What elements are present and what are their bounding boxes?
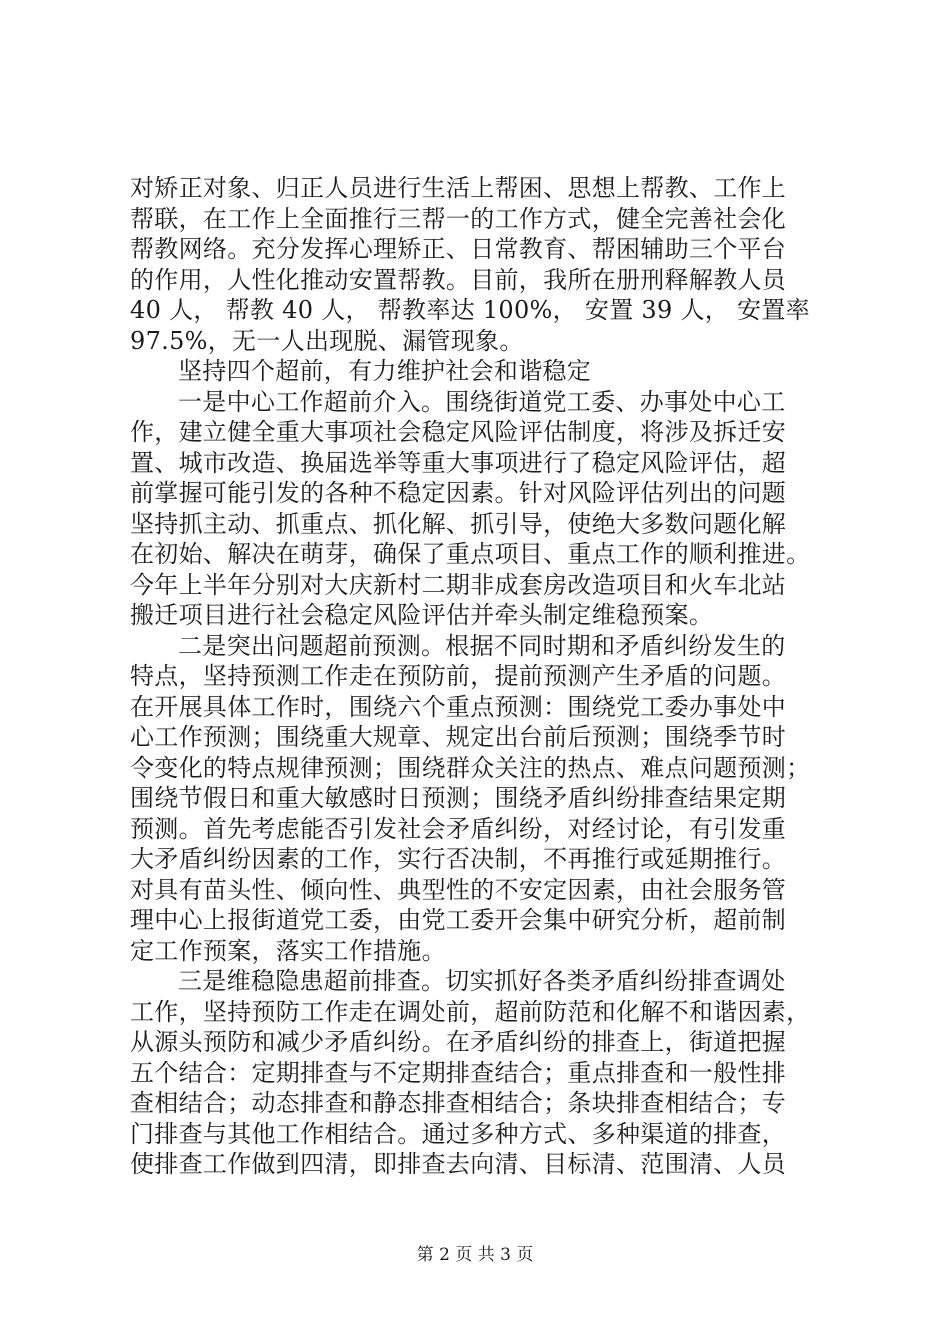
text-line: 作，建立健全重大事项社会稳定风险评估制度，将涉及拆迁安 xyxy=(130,418,787,446)
text-line: 97.5%，无一人出现脱、漏管现象。 xyxy=(130,326,524,355)
page-footer: 第 2 页 共 3 页 xyxy=(416,1245,534,1265)
text-line: 今年上半年分别对大庆新村二期非成套房改造项目和火车北站 xyxy=(130,570,787,599)
text-line: 大矛盾纠纷因素的工作，实行否决制，不再推行或延期推行。 xyxy=(130,845,787,873)
text-line: 心工作预测；围绕重大规章、规定出台前后预测；围绕季节时 xyxy=(130,723,787,751)
text-line: 在开展具体工作时，围绕六个重点预测：围绕党工委办事处中 xyxy=(130,692,787,721)
text-line: 搬迁项目进行社会稳定风险评估并牵头制定维稳预案。 xyxy=(130,601,714,629)
text-line: 前掌握可能引发的各种不稳定因素。针对风险评估列出的问题 xyxy=(130,479,787,507)
text-line: 的作用，人性化推动安置帮教。目前，我所在册刑释解教人员 xyxy=(130,265,787,294)
text-line: 对具有苗头性、倾向性、典型性的不安定因素，由社会服务管 xyxy=(130,875,787,904)
text-line: 从源头预防和减少矛盾纠纷。在矛盾纠纷的排查上，街道把握 xyxy=(130,1028,787,1056)
text-line: 置、城市改造、换届选举等重大事项进行了稳定风险评估，超 xyxy=(130,448,787,477)
text-line: 使排查工作做到四清，即排查去向清、目标清、范围清、人员 xyxy=(130,1150,787,1178)
paragraph-start-line: 一是中心工作超前介入。围绕街道党工委、办事处中心工 xyxy=(178,387,786,416)
text-line: 围绕节假日和重大敏感时日预测；围绕矛盾纠纷排查结果定期 xyxy=(130,784,787,812)
text-line: 特点，坚持预测工作走在预防前，提前预测产生矛盾的问题。 xyxy=(130,662,787,690)
text-line: 门排查与其他工作相结合。通过多种方式、多种渠道的排查， xyxy=(130,1119,787,1148)
text-line: 对矫正对象、归正人员进行生活上帮困、思想上帮教、工作上 xyxy=(130,174,787,202)
text-line: 帮联，在工作上全面推行三帮一的工作方式，健全完善社会化 xyxy=(130,204,787,233)
text-line: 工作，坚持预防工作走在调处前，超前防范和化解不和谐因素， xyxy=(130,997,811,1026)
paragraph-start-line: 三是维稳隐患超前排查。切实抓好各类矛盾纠纷排查调处 xyxy=(178,967,786,995)
text-line: 坚持抓主动、抓重点、抓化解、抓引导，使绝大多数问题化解 xyxy=(130,509,787,538)
document-body xyxy=(130,173,830,1180)
text-line: 令变化的特点规律预测；围绕群众关注的热点、难点问题预测； xyxy=(130,753,811,782)
text-line: 帮教网络。充分发挥心理矫正、日常教育、帮困辅助三个平台 xyxy=(130,235,787,263)
text-line: 查相结合；动态排查和静态排查相结合；条块排查相结合；专 xyxy=(130,1089,787,1117)
text-line: 40 人， 帮教 40 人， 帮教率达 100%， 安置 39 人， 安置率 xyxy=(130,296,810,324)
paragraph-start-line: 二是突出问题超前预测。根据不同时期和矛盾纠纷发生的 xyxy=(178,631,786,660)
text-line: 预测。首先考虑能否引发社会矛盾纠纷，对经讨论，有引发重 xyxy=(130,814,787,843)
text-line: 在初始、解决在萌芽，确保了重点项目、重点工作的顺利推进。 xyxy=(130,540,811,568)
paragraph-start-line: 坚持四个超前，有力维护社会和谐稳定 xyxy=(178,357,592,385)
text-line: 理中心上报街道党工委，由党工委开会集中研究分析，超前制 xyxy=(130,906,787,934)
text-line: 定工作预案，落实工作措施。 xyxy=(130,936,446,965)
text-line: 五个结合：定期排查与不定期排查结合；重点排查和一般性排 xyxy=(130,1058,787,1087)
